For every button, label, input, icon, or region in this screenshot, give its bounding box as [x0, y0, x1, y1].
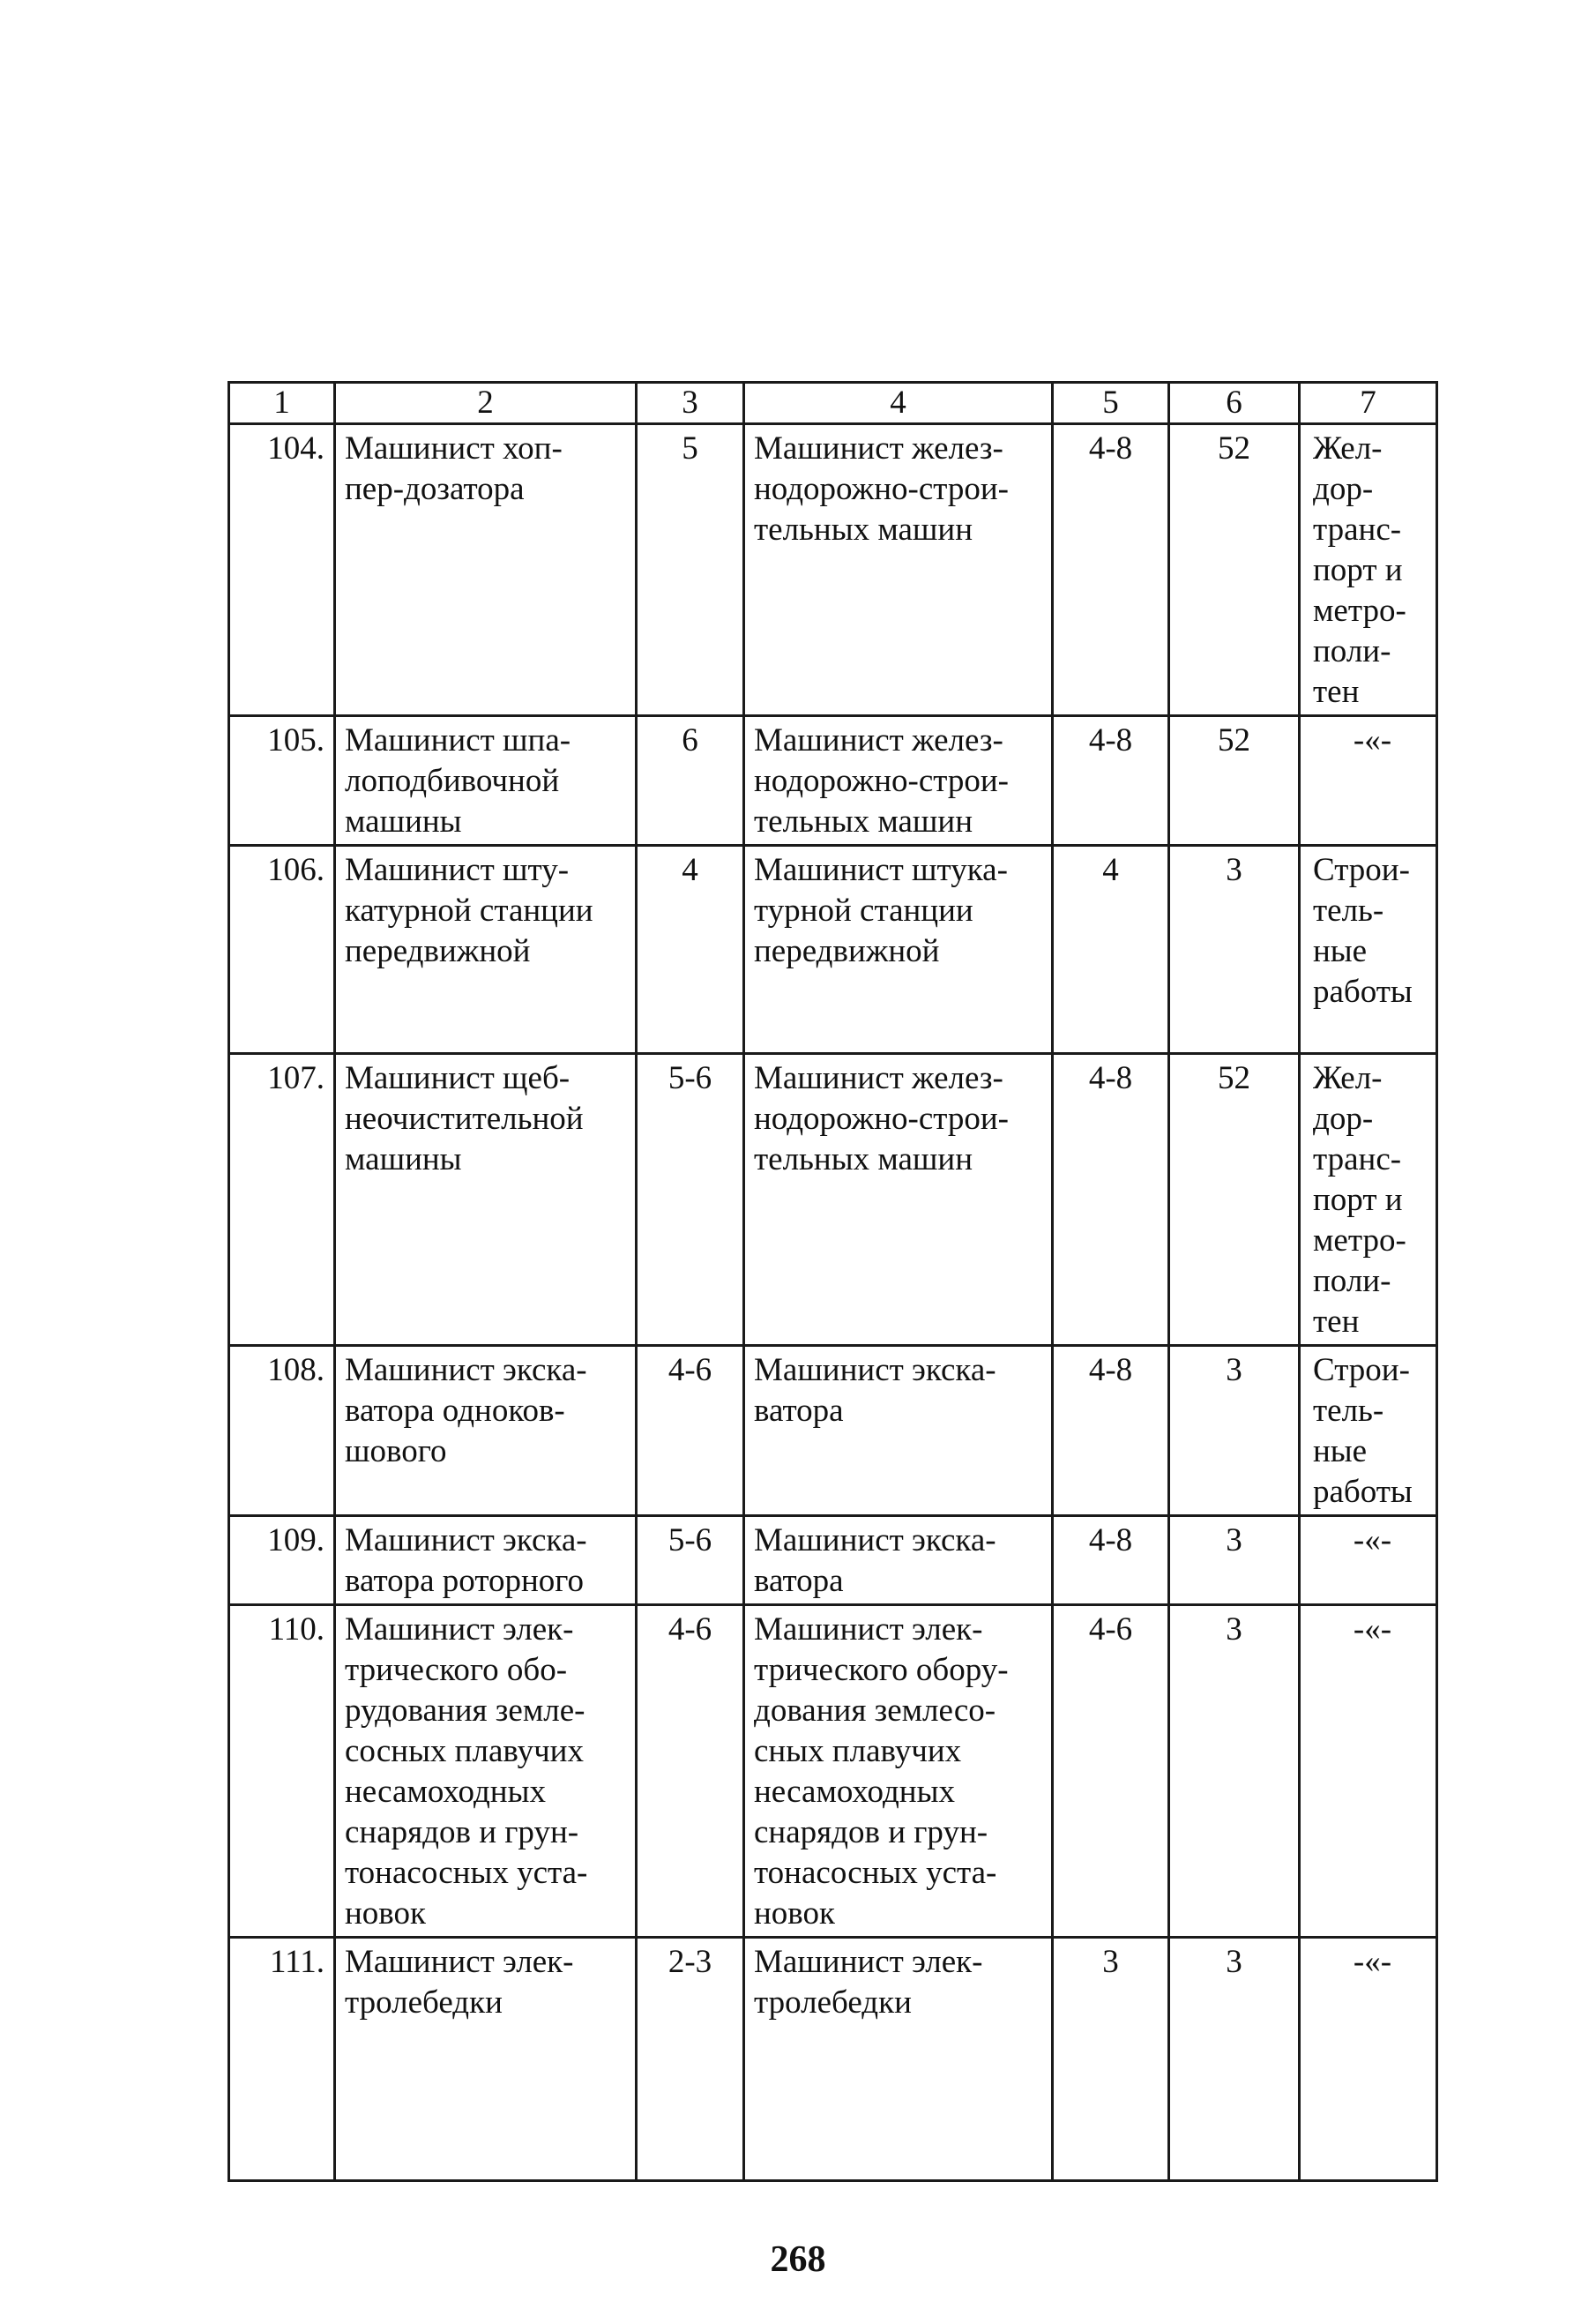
header-col-2: 2	[335, 383, 637, 424]
range-cell: 4-8	[1053, 1516, 1169, 1605]
sector-cell: -«-	[1300, 1938, 1437, 2181]
qualification-table-container	[227, 381, 1436, 2182]
range-cell: 4	[1053, 846, 1169, 1054]
header-col-5: 5	[1053, 383, 1169, 424]
duration-cell: 52	[1169, 716, 1300, 846]
training-cell: Машинист элек- тролебедки	[744, 1938, 1053, 2181]
duration-cell: 52	[1169, 424, 1300, 716]
row-number: 107.	[229, 1054, 335, 1346]
sector-cell: -«-	[1300, 1516, 1437, 1605]
duration-cell: 3	[1169, 1516, 1300, 1605]
training-cell: Машинист желез- нодорожно-строи- тельных машин	[744, 716, 1053, 846]
training-cell: Машинист желез- нодорожно-строи- тельных машин	[744, 424, 1053, 716]
row-number: 104.	[229, 424, 335, 716]
profession-cell: Машинист хоп- пер-дозатора	[335, 424, 637, 716]
profession-cell: Машинист элек- трического обо- рудования земле- сосных плавучих несамоходных снарядов и грун- тонасосных уста- новок	[335, 1605, 637, 1938]
row-number: 110.	[229, 1605, 335, 1938]
profession-cell: Машинист экска- ватора одноков- шового	[335, 1346, 637, 1516]
category-cell: 5	[637, 424, 744, 716]
category-cell: 2-3	[637, 1938, 744, 2181]
duration-cell: 52	[1169, 1054, 1300, 1346]
header-col-4: 4	[744, 383, 1053, 424]
table-row	[229, 716, 1437, 846]
profession-cell: Машинист шпа- лоподбивочной машины	[335, 716, 637, 846]
row-number: 111.	[229, 1938, 335, 2181]
duration-cell: 3	[1169, 1605, 1300, 1938]
profession-cell: Машинист шту- катурной станции передвижной	[335, 846, 637, 1054]
row-number: 109.	[229, 1516, 335, 1605]
training-cell: Машинист штука- турной станции передвижной	[744, 846, 1053, 1054]
range-cell: 4-8	[1053, 1346, 1169, 1516]
table-row	[229, 1054, 1437, 1346]
category-cell: 5-6	[637, 1516, 744, 1605]
table-row	[229, 846, 1437, 1054]
category-cell: 6	[637, 716, 744, 846]
row-number: 105.	[229, 716, 335, 846]
table-row	[229, 1346, 1437, 1516]
table-row	[229, 424, 1437, 716]
table-row	[229, 1516, 1437, 1605]
table-row	[229, 1605, 1437, 1938]
qualification-table	[227, 381, 1438, 2182]
training-cell: Машинист экска- ватора	[744, 1516, 1053, 1605]
category-cell: 5-6	[637, 1054, 744, 1346]
training-cell: Машинист элек- трического обору- дования землесо- сных плавучих несамоходных снарядов и грун- тонасосных уста- новок	[744, 1605, 1053, 1938]
row-number: 106.	[229, 846, 335, 1054]
profession-cell: Машинист элек- тролебедки	[335, 1938, 637, 2181]
duration-cell: 3	[1169, 1938, 1300, 2181]
page-number: 268	[770, 2239, 826, 2280]
range-cell: 4-8	[1053, 1054, 1169, 1346]
sector-cell: -«-	[1300, 1605, 1437, 1938]
sector-cell: Жел- дор- транс- порт и метро- поли- тен	[1300, 1054, 1437, 1346]
header-col-1: 1	[229, 383, 335, 424]
training-cell: Машинист желез- нодорожно-строи- тельных машин	[744, 1054, 1053, 1346]
category-cell: 4-6	[637, 1346, 744, 1516]
duration-cell: 3	[1169, 846, 1300, 1054]
header-col-3: 3	[637, 383, 744, 424]
range-cell: 4-8	[1053, 424, 1169, 716]
sector-cell: Строи- тель- ные работы	[1300, 846, 1437, 1054]
header-col-6: 6	[1169, 383, 1300, 424]
duration-cell: 3	[1169, 1346, 1300, 1516]
sector-cell: Жел- дор- транс- порт и метро- поли- тен	[1300, 424, 1437, 716]
table-header-row	[229, 383, 1437, 424]
profession-cell: Машинист щеб- неочистительной машины	[335, 1054, 637, 1346]
sector-cell: Строи- тель- ные работы	[1300, 1346, 1437, 1516]
range-cell: 3	[1053, 1938, 1169, 2181]
range-cell: 4-6	[1053, 1605, 1169, 1938]
category-cell: 4-6	[637, 1605, 744, 1938]
row-number: 108.	[229, 1346, 335, 1516]
header-col-7: 7	[1300, 383, 1437, 424]
range-cell: 4-8	[1053, 716, 1169, 846]
sector-cell: -«-	[1300, 716, 1437, 846]
training-cell: Машинист экска- ватора	[744, 1346, 1053, 1516]
profession-cell: Машинист экска- ватора роторного	[335, 1516, 637, 1605]
category-cell: 4	[637, 846, 744, 1054]
table-row	[229, 1938, 1437, 2181]
